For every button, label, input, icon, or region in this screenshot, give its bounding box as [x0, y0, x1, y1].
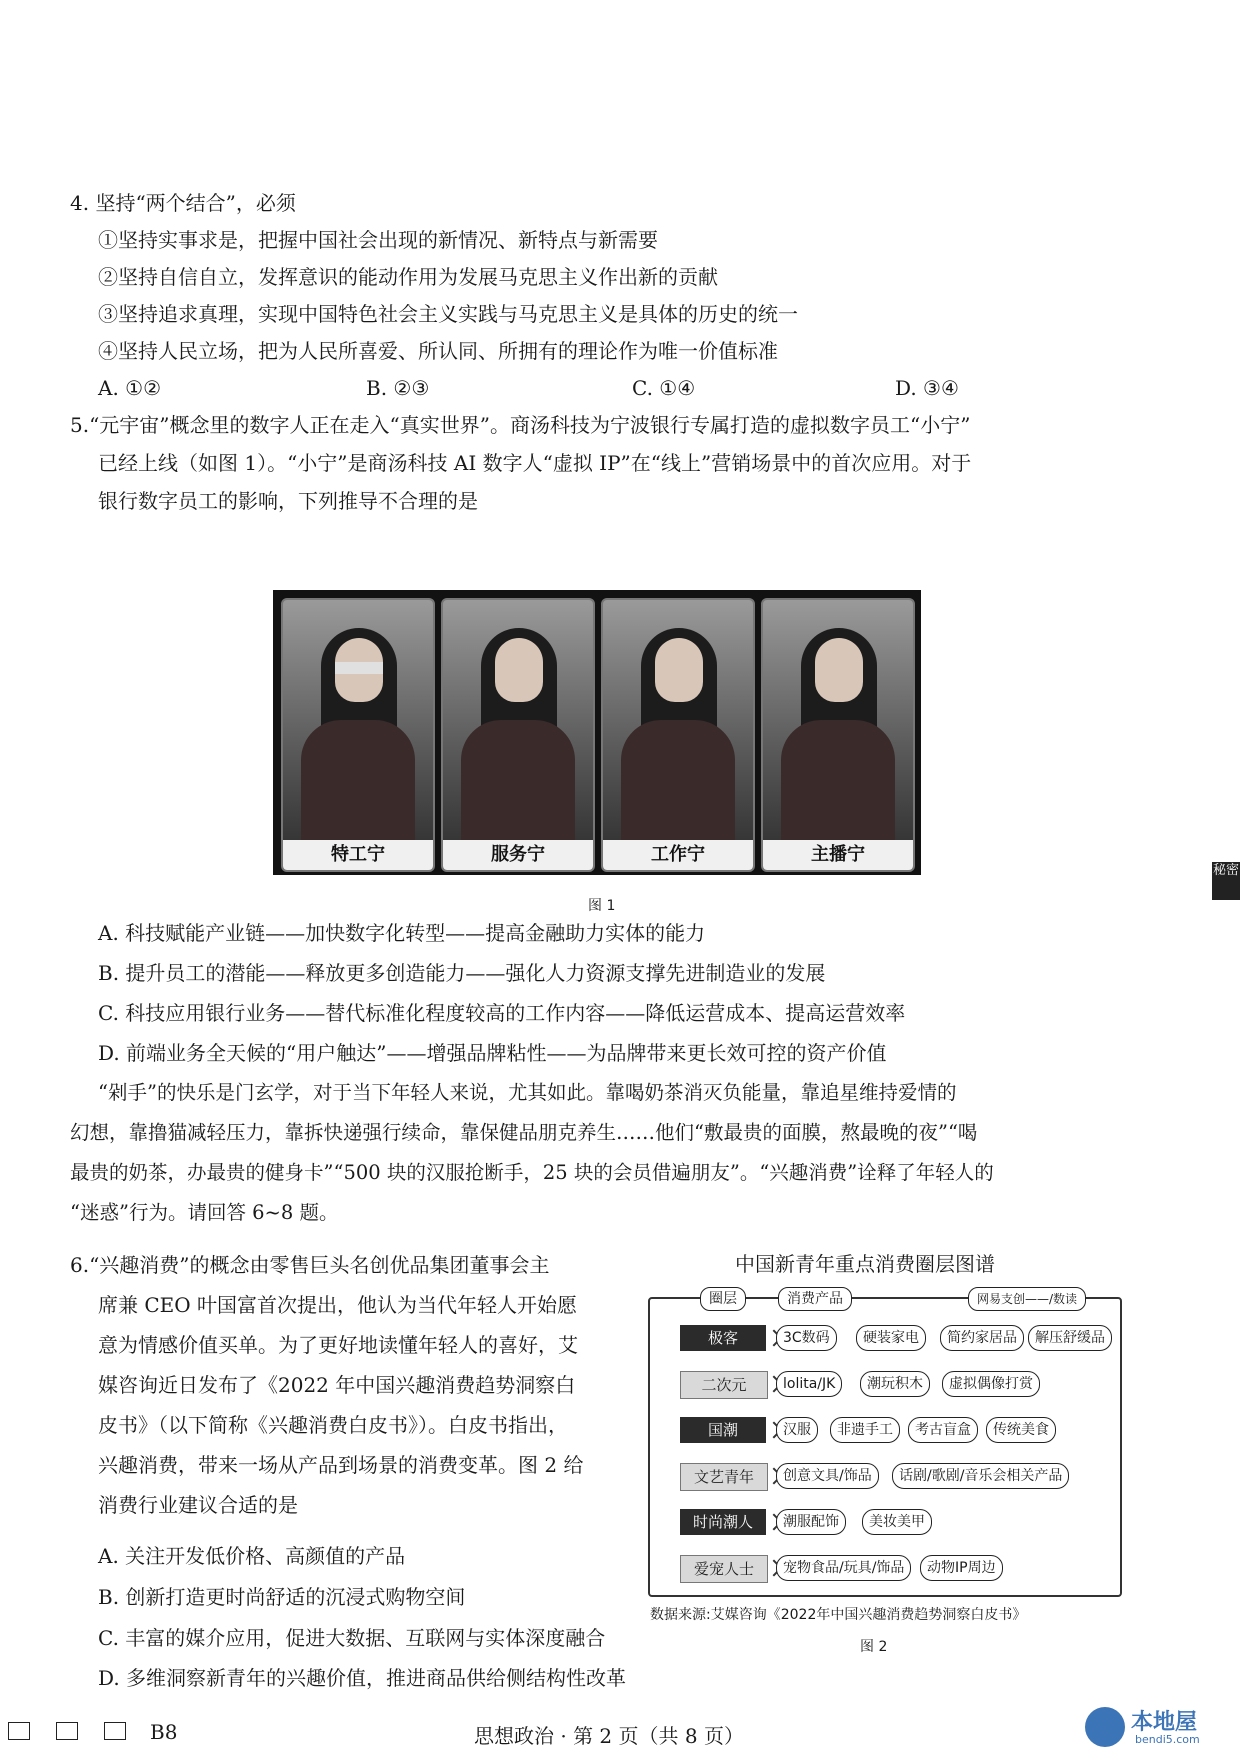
figure-1-image — [273, 590, 921, 875]
q6-stem-line-3: 意为情感价值买单。为了更好地读懂年轻人的喜好，艾 — [98, 1333, 578, 1357]
figure-2-product-chip: 解压舒缓品 — [1028, 1325, 1112, 1351]
figure-2-product-chip: 动物IP周边 — [920, 1555, 1003, 1581]
q4-option-c: C. ①④ — [632, 376, 696, 400]
q4-item-2: ②坚持自信自立，发挥意识的能动作用为发展马克思主义作出新的贡献 — [98, 265, 718, 289]
q5-stem-line-3: 银行数字员工的影响，下列推导不合理的是 — [98, 489, 478, 513]
q6-stem-line-6: 兴趣消费，带来一场从产品到场景的消费变革。图 2 给 — [98, 1453, 584, 1477]
watermark-url: bendi5.com — [1135, 1733, 1200, 1746]
figure-2-product-chip: 考古盲盒 — [908, 1417, 978, 1443]
figure-2-source: 数据来源:艾媒咨询《2022年中国兴趣消费趋势洞察白皮书》 — [650, 1607, 1027, 1623]
q4-stem: 4. 坚持“两个结合”，必须 — [70, 191, 296, 215]
figure-2-product-chip: lolita/JK — [776, 1371, 842, 1397]
figure-2-product-chip: 话剧/歌剧/音乐会相关产品 — [892, 1463, 1069, 1489]
q5-option-b: B. 提升员工的潜能——释放更多创造能力——强化人力资源支撑先进制造业的发展 — [98, 961, 826, 985]
q5-option-c: C. 科技应用银行业务——替代标准化程度较高的工作内容——降低运营成本、提高运营效率 — [98, 1001, 906, 1025]
q4-option-d: D. ③④ — [895, 376, 959, 400]
figure-2-product-chip: 3C数码 — [776, 1325, 837, 1351]
figure-2-layer: 文艺青年 — [680, 1463, 768, 1491]
house-logo-icon — [1085, 1707, 1125, 1747]
q5-stem-line-2: 已经上线（如图 1）。“小宁”是商汤科技 AI 数字人“虚拟 IP”在“线上”营销场景中的首次应用。对于 — [98, 451, 972, 475]
figure-1-label: 工作宁 — [603, 840, 753, 870]
q6-stem-line-2: 席兼 CEO 叶国富首次提出，他认为当代年轻人开始愿 — [98, 1293, 578, 1317]
q5-option-d: D. 前端业务全天候的“用户触达”——增强品牌粘性——为品牌带来更长效可控的资产价值 — [98, 1041, 887, 1065]
q4-item-3: ③坚持追求真理，实现中国特色社会主义实践与马克思主义是具体的历史的统一 — [98, 302, 798, 326]
side-tab: 秘密 — [1212, 862, 1240, 900]
figure-2-layer: 爱宠人士 — [680, 1555, 768, 1583]
passage-line-1: “剁手”的快乐是门玄学，对于当下年轻人来说，尤其如此。靠喝奶茶消灭负能量，靠追星维持爱情的 — [98, 1081, 957, 1104]
q4-option-b: B. ②③ — [366, 376, 430, 400]
q5-option-a: A. 科技赋能产业链——加快数字化转型——提高金融助力实体的能力 — [98, 921, 706, 945]
q6-option-d: D. 多维洞察新青年的兴趣价值，推进商品供给侧结构性改革 — [98, 1666, 627, 1690]
figure-2-header-credit: 网易支创——/数读 — [968, 1287, 1086, 1311]
q6-stem-line-4: 媒咨询近日发布了《2022 年中国兴趣消费趋势洞察白 — [98, 1373, 576, 1397]
figure-2-product-chip: 宠物食品/玩具/饰品 — [776, 1555, 911, 1581]
figure-2-header-layer: 圈层 — [700, 1287, 746, 1311]
footer-code: B8 — [150, 1720, 178, 1744]
q4-option-a: A. ①② — [98, 376, 162, 400]
checkbox-icon — [8, 1722, 30, 1740]
figure-2-product-chip: 潮玩积木 — [860, 1371, 930, 1397]
figure-2-header-products: 消费产品 — [778, 1287, 852, 1311]
figure-2-diagram — [648, 1291, 1122, 1597]
q4-item-1: ①坚持实事求是，把握中国社会出现的新情况、新特点与新需要 — [98, 228, 658, 252]
q6-option-b: B. 创新打造更时尚舒适的沉浸式购物空间 — [98, 1585, 466, 1609]
figure-1-label: 特工宁 — [283, 840, 433, 870]
figure-1-panel-anchor — [761, 598, 915, 872]
footer-page-number: 思想政治 · 第 2 页（共 8 页） — [474, 1724, 744, 1748]
q6-stem-line-7: 消费行业建议合适的是 — [98, 1493, 298, 1517]
figure-2-layer: 二次元 — [680, 1371, 768, 1399]
watermark — [1085, 1705, 1235, 1750]
figure-1-panel-work — [601, 598, 755, 872]
figure-2-product-chip: 潮服配饰 — [776, 1509, 846, 1535]
q4-item-4: ④坚持人民立场，把为人民所喜爱、所认同、所拥有的理论作为唯一价值标准 — [98, 339, 778, 363]
figure-2-product-chip: 汉服 — [776, 1417, 818, 1443]
figure-2-product-chip: 硬装家电 — [856, 1325, 926, 1351]
passage-line-4: “迷惑”行为。请回答 6~8 题。 — [70, 1201, 339, 1224]
figure-2-layer: 极客 — [680, 1325, 766, 1351]
checkbox-icon — [104, 1722, 126, 1740]
figure-1-caption: 图 1 — [588, 898, 616, 914]
q6-stem-line-5: 皮书》（以下简称《兴趣消费白皮书》）。白皮书指出， — [98, 1413, 568, 1437]
figure-2-product-chip: 简约家居品 — [940, 1325, 1024, 1351]
figure-2-title: 中国新青年重点消费圈层图谱 — [735, 1252, 995, 1276]
figure-2-layer: 国潮 — [680, 1417, 766, 1443]
checkbox-icon — [56, 1722, 78, 1740]
figure-1-panel-service — [441, 598, 595, 872]
figure-2-product-chip: 虚拟偶像打赏 — [942, 1371, 1040, 1397]
q5-stem-line-1: 5.“元宇宙”概念里的数字人正在走入“真实世界”。商汤科技为宁波银行专属打造的虚拟数字员工“小宁” — [70, 413, 971, 437]
q6-option-c: C. 丰富的媒介应用，促进大数据、互联网与实体深度融合 — [98, 1626, 606, 1650]
figure-2-caption: 图 2 — [860, 1639, 888, 1655]
figure-1-label: 主播宁 — [763, 840, 913, 870]
passage-line-3: 最贵的奶茶，办最贵的健身卡”“500 块的汉服抢断手，25 块的会员借遍朋友”。“兴趣消费”诠释了年轻人的 — [70, 1161, 994, 1184]
figure-2-layer: 时尚潮人 — [680, 1509, 766, 1535]
figure-1-panel-agent — [281, 598, 435, 872]
q6-option-a: A. 关注开发低价格、高颜值的产品 — [98, 1544, 406, 1568]
figure-2-product-chip: 传统美食 — [986, 1417, 1056, 1443]
passage-line-2: 幻想，靠撸猫减轻压力，靠拆快递强行续命，靠保健品朋克养生……他们“敷最贵的面膜，熬最晚的夜”“喝 — [70, 1121, 978, 1144]
figure-2-product-chip: 非遗手工 — [830, 1417, 900, 1443]
figure-1-label: 服务宁 — [443, 840, 593, 870]
figure-2-product-chip: 美妆美甲 — [862, 1509, 932, 1535]
q6-stem-line-1: 6.“兴趣消费”的概念由零售巨头名创优品集团董事会主 — [70, 1253, 550, 1277]
watermark-name: 本地屋 — [1131, 1710, 1198, 1735]
figure-2-product-chip: 创意文具/饰品 — [776, 1463, 879, 1489]
